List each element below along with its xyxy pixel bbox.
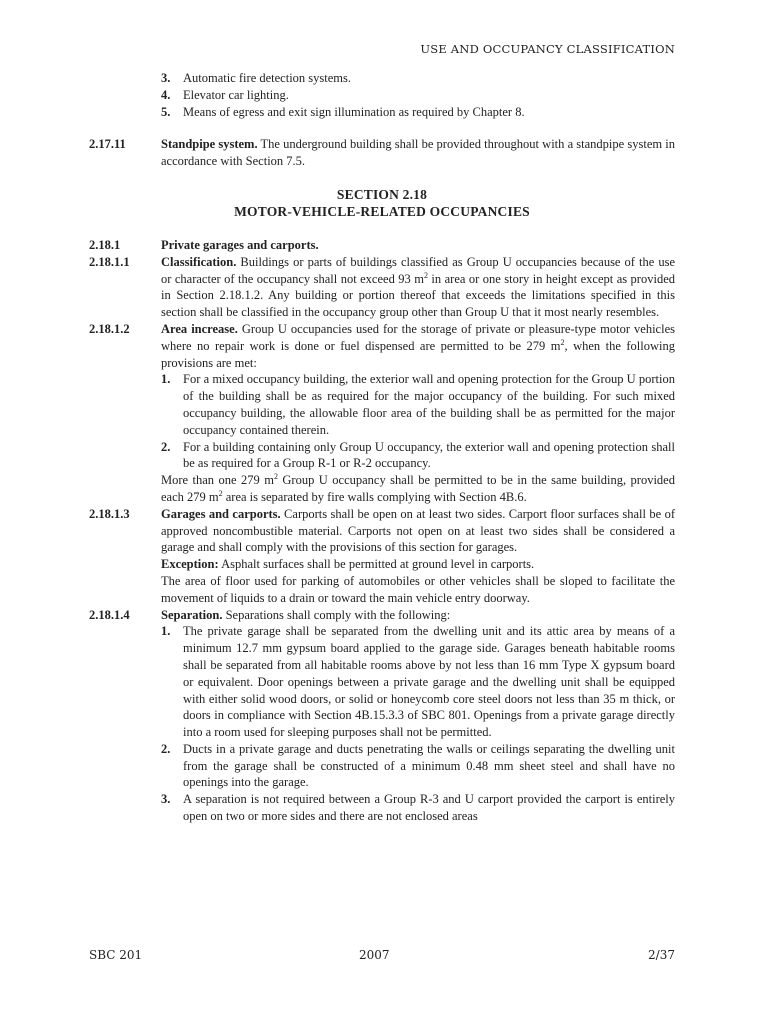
clause-2-17-11: 2.17.11 Standpipe system. The underground building shall be provided throughout with a standpipe system in accordance with Section 7.5.	[89, 137, 675, 169]
footer-page-number: 2/37	[648, 948, 675, 962]
footer-code: SBC 201	[89, 948, 143, 962]
clause-number: 2.17.11	[89, 137, 126, 152]
list-item: 2. Ducts in a private garage and ducts penetrating the walls or ceilings separating the dwelling unit from the garage shall be constructed of a minimum 0.48 mm sheet steel and shall have no openings into the garage.	[161, 741, 675, 790]
clause-number: 2.18.1.3	[89, 506, 130, 521]
section-title: SECTION 2.18	[336, 186, 428, 202]
top-list	[89, 70, 675, 120]
clause-number: 2.18.1.4	[89, 607, 130, 622]
page-content	[89, 70, 675, 825]
floor-slope-paragraph: The area of floor used for parking of automobiles or other vehicles shall be sloped to facilitate the movement of liquids to a drain or toward the main vehicle entry doorway.	[161, 573, 675, 605]
list-item: 3. A separation is not required between a Group R-3 and U carport provided the carport is entirely open on two or more sides and there are not enclosed areas	[161, 792, 675, 824]
clause-number: 2.18.1.2	[89, 321, 130, 336]
clause-2-18-1-2: 2.18.1.2 Area increase. Group U occupancies used for the storage of private or pleasure-type motor vehicles where no repair work is done or fuel dispensed are permitted to be 279 $m^2$, when the following provisions are met:	[89, 321, 675, 370]
footer-year: 2007	[359, 948, 390, 962]
clause-2-18-1-3: 2.18.1.3 Garages and carports. Carports shall be open on at least two sides. Carport floor surfaces shall be of approved noncombustible material. Carports not open on at least two sides shall be considered a garage and shall comply with the provisions of this section for garages.	[89, 506, 675, 555]
list-item: 1. For a mixed occupancy building, the exterior wall and opening protection for the Group U portion of the building shall be as required for the major occupancy of the building. For such mixed occupancy building, the allowable floor area of the building shall be as permitted for the major occupancy contained therein.	[161, 372, 675, 437]
clause-number: 2.18.1	[89, 237, 121, 252]
clause-heading: Standpipe system.	[161, 137, 258, 152]
clause-number: 2.18.1.1	[89, 254, 130, 269]
clause-2-18-1-4: 2.18.1.4 Separation. Separations shall comply with the following:	[89, 607, 451, 622]
clause-heading: Separation.	[161, 607, 223, 622]
running-header: USE AND OCCUPANCY CLASSIFICATION	[420, 42, 675, 56]
clause-2-18-1-1: 2.18.1.1 Classification. Buildings or parts of buildings classified as Group U occupancies because of the use or character of the occupancy shall not exceed 93 $m^2$ in area or one story in height except as provided in Section 2.18.1.2. Any building or portion thereof that exceeds the limitations specified in this section shall be classified in the occupancy group other than Group U that it most nearly resembles.	[89, 254, 675, 320]
list-item: 5. Means of egress and exit sign illumination as required by Chapter 8.	[161, 104, 525, 119]
separation-list	[89, 623, 675, 825]
section-subtitle: MOTOR-VEHICLE-RELATED OCCUPANCIES	[234, 204, 530, 220]
list-item: 1. The private garage shall be separated from the dwelling unit and its attic area by means of a minimum 12.7 mm gypsum board applied to the garage side. Garages beneath habitable rooms shall be separated from all habitable rooms above by not less than 16 mm Type X gypsum board or equivalent. Door openings between a private garage and the dwelling unit shall be equipped with either solid wood doors, or solid or honeycomb core steel doors not less than 35 m thick, or doors in compliance with Section 4B.15.3.3 of SBC 801. Openings from a private garage directly into a room used for sleeping purposes shall not be permitted.	[161, 624, 675, 740]
clause-heading: Classification.	[161, 254, 237, 269]
clause-heading: Private garages and carports.	[161, 237, 319, 252]
area-increase-list	[89, 371, 675, 472]
exception-label: Exception:	[161, 557, 219, 572]
clause-heading: Area increase.	[161, 321, 238, 336]
clause-heading: Garages and carports.	[161, 506, 281, 521]
area-increase-note: More than one 279 $m^2$ Group U occupancy shall be permitted to be in the same building, provided each 279 $m^2$ area is separated by fire walls complying with Section 4B.6.	[161, 472, 675, 504]
exception-note: Exception: Asphalt surfaces shall be permitted at ground level in carports.	[161, 557, 535, 572]
clause-2-18-1	[89, 237, 675, 254]
list-item: 3. Automatic fire detection systems.	[161, 71, 352, 85]
list-item: 2. For a building containing only Group U occupancy, the exterior wall and opening protection shall be as required for a Group R-1 or R-2 occupancy.	[161, 439, 675, 471]
list-item: 4. Elevator car lighting.	[161, 87, 289, 102]
